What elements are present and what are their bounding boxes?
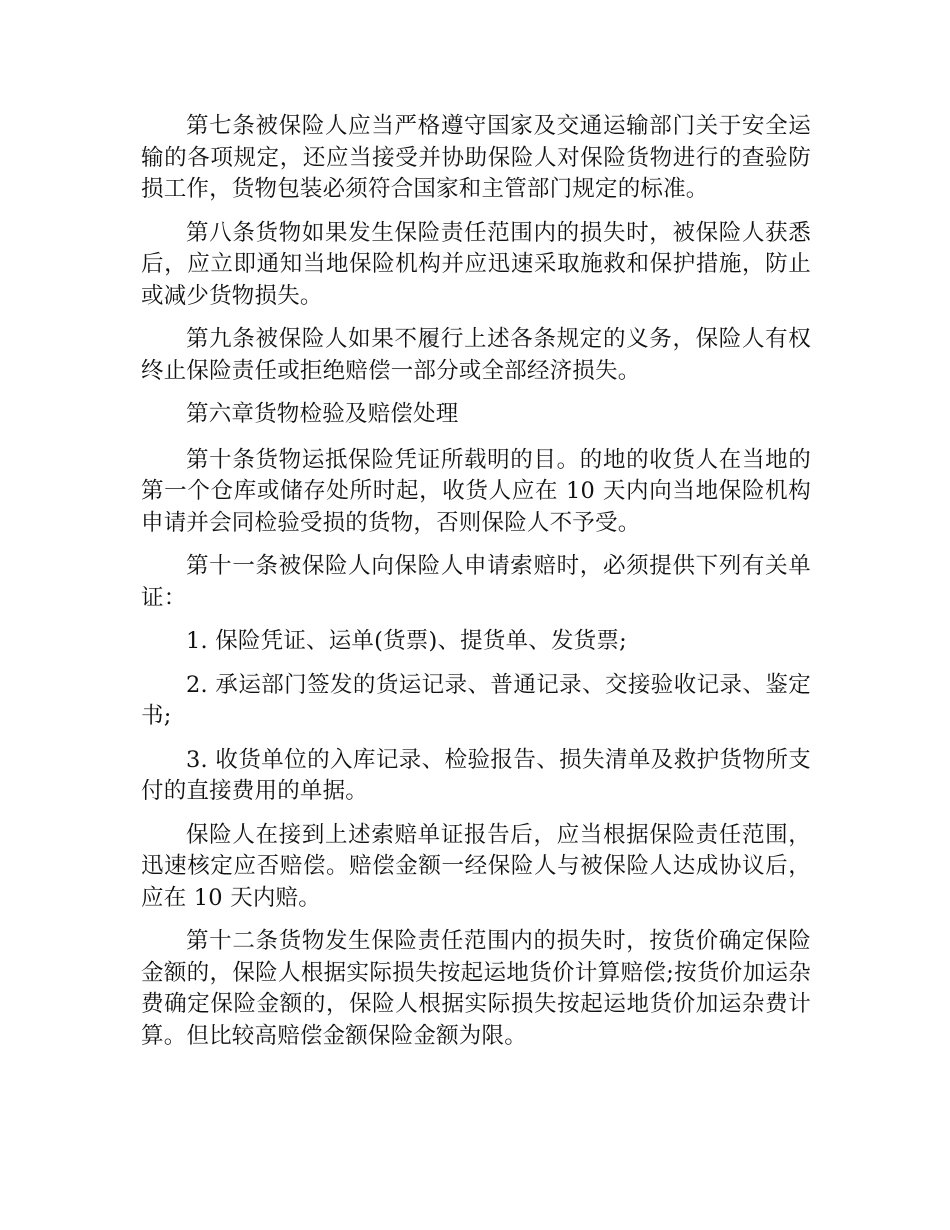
list-item-3: 3. 收货单位的入库记录、检验报告、损失清单及救护货物所支付的直接费用的单据。 [141, 746, 811, 804]
article-11-paragraph: 第十一条被保险人向保险人申请索赔时，必须提供下列有关单证： [141, 553, 811, 611]
article-7-paragraph: 第七条被保险人应当严格遵守国家及交通运输部门关于安全运输的各项规定，还应当接受并协助保险人对保险货物进行的查验防损工作，货物包装必须符合国家和主管部门规定的标准。 [141, 113, 811, 202]
article-10-paragraph: 第十条货物运抵保险凭证所载明的目。的地的收货人在当地的第一个仓库或储存处所时起，收货人应在 10 天内向当地保险机构申请并会同检验受损的货物，否则保险人不予受。 [141, 446, 811, 536]
list-item-1: 1. 保险凭证、运单(货票)、提货单、发货票; [186, 628, 627, 654]
article-9-paragraph: 第九条被保险人如果不履行上述各条规定的义务，保险人有权终止保险责任或拒绝赔偿一部分或全部经济损失。 [141, 326, 811, 384]
list-item-2: 2. 承运部门签发的货运记录、普通记录、交接验收记录、鉴定书; [141, 671, 811, 729]
claim-review-paragraph: 保险人在接到上述索赔单证报告后，应当根据保险责任范围，迅速核定应否赔偿。赔偿金额一经保险人与被保险人达成协议后，应在 10 天内赔。 [141, 821, 811, 911]
article-12-paragraph: 第十二条货物发生保险责任范围内的损失时，按货价确定保险金额的，保险人根据实际损失按起运地货价计算赔偿;按货价加运杂费确定保险金额的，保险人根据实际损失按起运地货价加运杂费计算。但比较高赔偿金额保险金额为限。 [141, 928, 811, 1049]
document-page [141, 111, 811, 1064]
article-8-paragraph: 第八条货物如果发生保险责任范围内的损失时，被保险人获悉后，应立即通知当地保险机构并应迅速采取施救和保护措施，防止或减少货物损失。 [141, 219, 811, 309]
chapter-6-heading: 第六章货物检验及赔偿处理 [186, 401, 459, 427]
